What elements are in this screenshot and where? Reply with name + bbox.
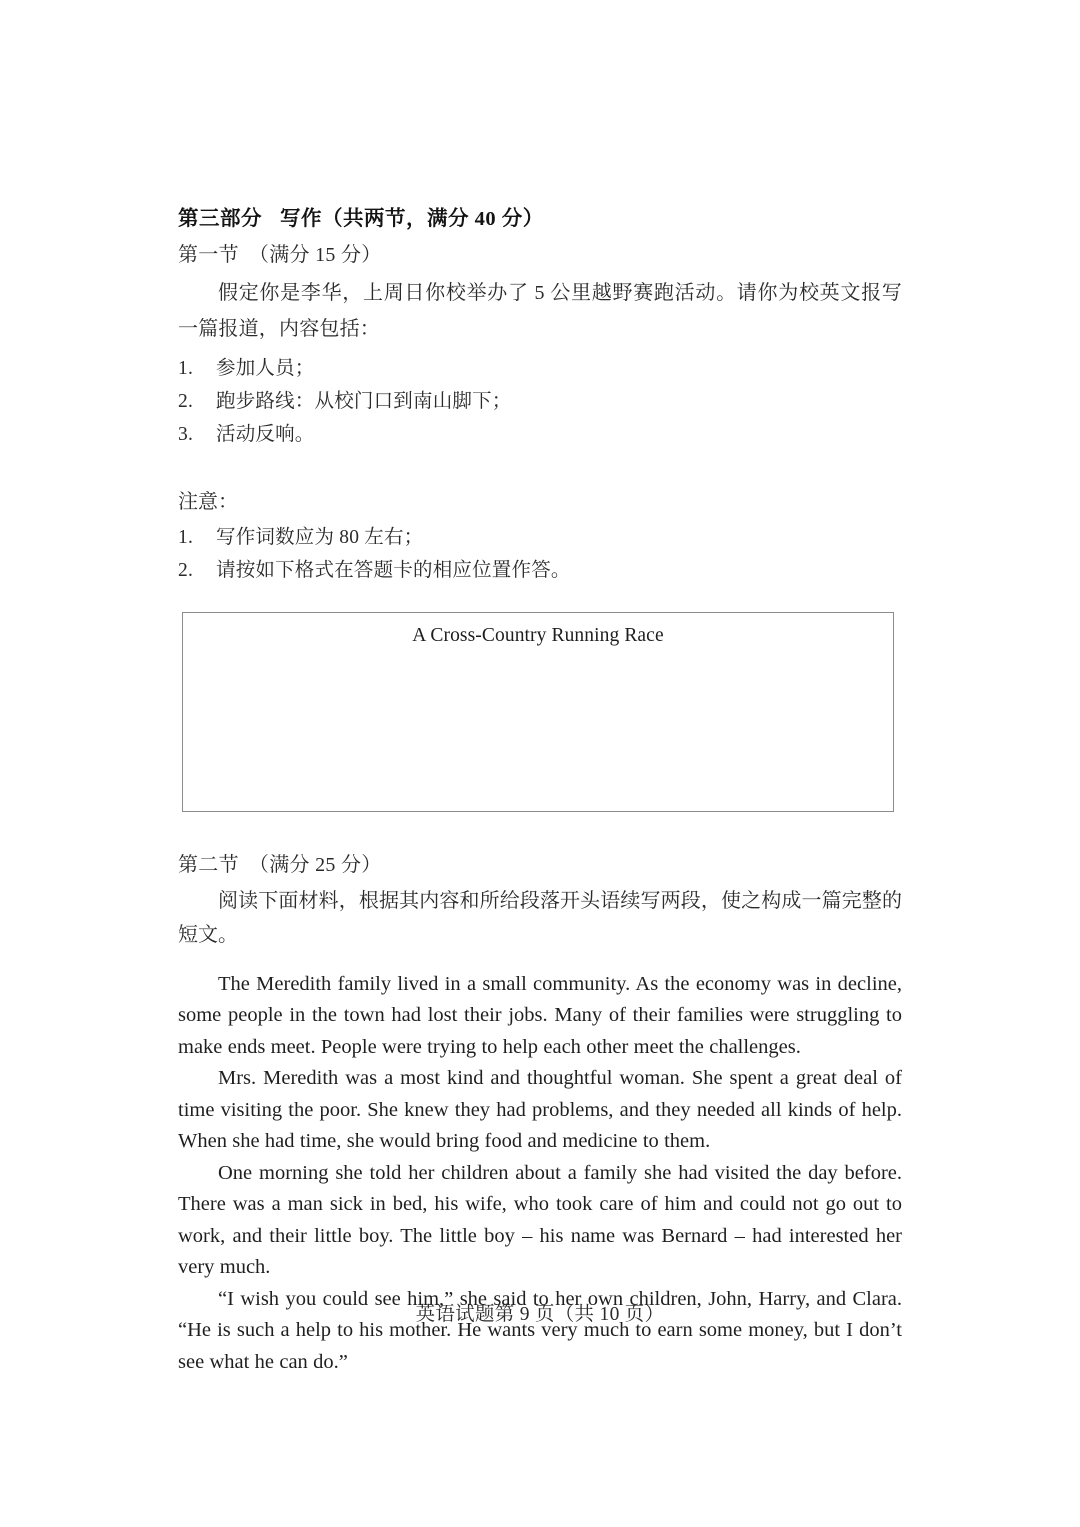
section-one-heading	[178, 230, 902, 265]
section-one-label: 第一节	[178, 243, 239, 266]
section-two-score: （满分 25 分）	[248, 853, 382, 876]
passage-paragraph: “I wish you could see him,” she said to her own children, John, Harry, and Clara. “He is such a help to his mother. He wants very much to earn some money, but I don’t see what he can do.”	[178, 1287, 902, 1373]
list-item-label: 活动反响。	[216, 423, 315, 445]
section-one-prompt: 假定你是李华，上周日你校举办了 5 公里越野赛跑活动。请你为校英文报写一篇报道，内容包括：	[178, 281, 902, 340]
answer-box-title: A Cross-Country Running Race	[412, 624, 664, 646]
requirements-list	[178, 347, 902, 451]
part-title: 写作（共两节，满分 40 分）	[280, 208, 544, 230]
list-item	[178, 554, 902, 587]
list-item-number: 2.	[178, 559, 194, 581]
notes-list	[178, 517, 902, 587]
passage-paragraph: One morning she told her children about a family she had visited the day before. There was a man sick in bed, his wife, who took care of him and could not go out to work, and their little boy. The little boy – his name was Bernard – had interested her very much.	[178, 1161, 902, 1278]
answer-box[interactable]	[182, 612, 894, 812]
section-one-score: （满分 15 分）	[248, 243, 382, 266]
part-heading	[178, 0, 902, 230]
list-item-label: 写作词数应为 80 左右；	[216, 526, 424, 548]
section-two-prompt: 阅读下面材料，根据其内容和所给段落开头语续写两段，使之构成一篇完整的短文。	[178, 889, 902, 946]
list-item-label: 跑步路线：从校门口到南山脚下；	[216, 390, 512, 412]
passage-paragraph: The Meredith family lived in a small community. As the economy was in decline, some people in the town had lost their jobs. Many of their families were struggling to make ends meet. People were trying to help each other meet the challenges.	[178, 972, 902, 1058]
list-item-label: 请按如下格式在答题卡的相应位置作答。	[216, 559, 571, 581]
list-item-number: 2.	[178, 390, 194, 412]
notes-label: 注意：	[178, 490, 238, 513]
part-label: 第三部分	[178, 208, 262, 230]
page-footer: 英语试题第 9 页（共 10 页）	[415, 1304, 665, 1325]
list-item-label: 参加人员；	[216, 357, 315, 379]
section-two-heading	[178, 812, 902, 875]
list-item	[178, 521, 902, 554]
section-two-label: 第二节	[178, 853, 239, 876]
list-item-number: 1.	[178, 357, 194, 379]
list-item-number: 1.	[178, 526, 194, 548]
list-item	[178, 352, 902, 385]
list-item-number: 3.	[178, 423, 194, 445]
passage-paragraph: Mrs. Meredith was a most kind and thoughtful woman. She spent a great deal of time visiting the poor. She knew they had problems, and they needed all kinds of help. When she had time, she would bring food and medicine to them.	[178, 1067, 902, 1152]
list-item	[178, 418, 902, 451]
list-item	[178, 385, 902, 418]
